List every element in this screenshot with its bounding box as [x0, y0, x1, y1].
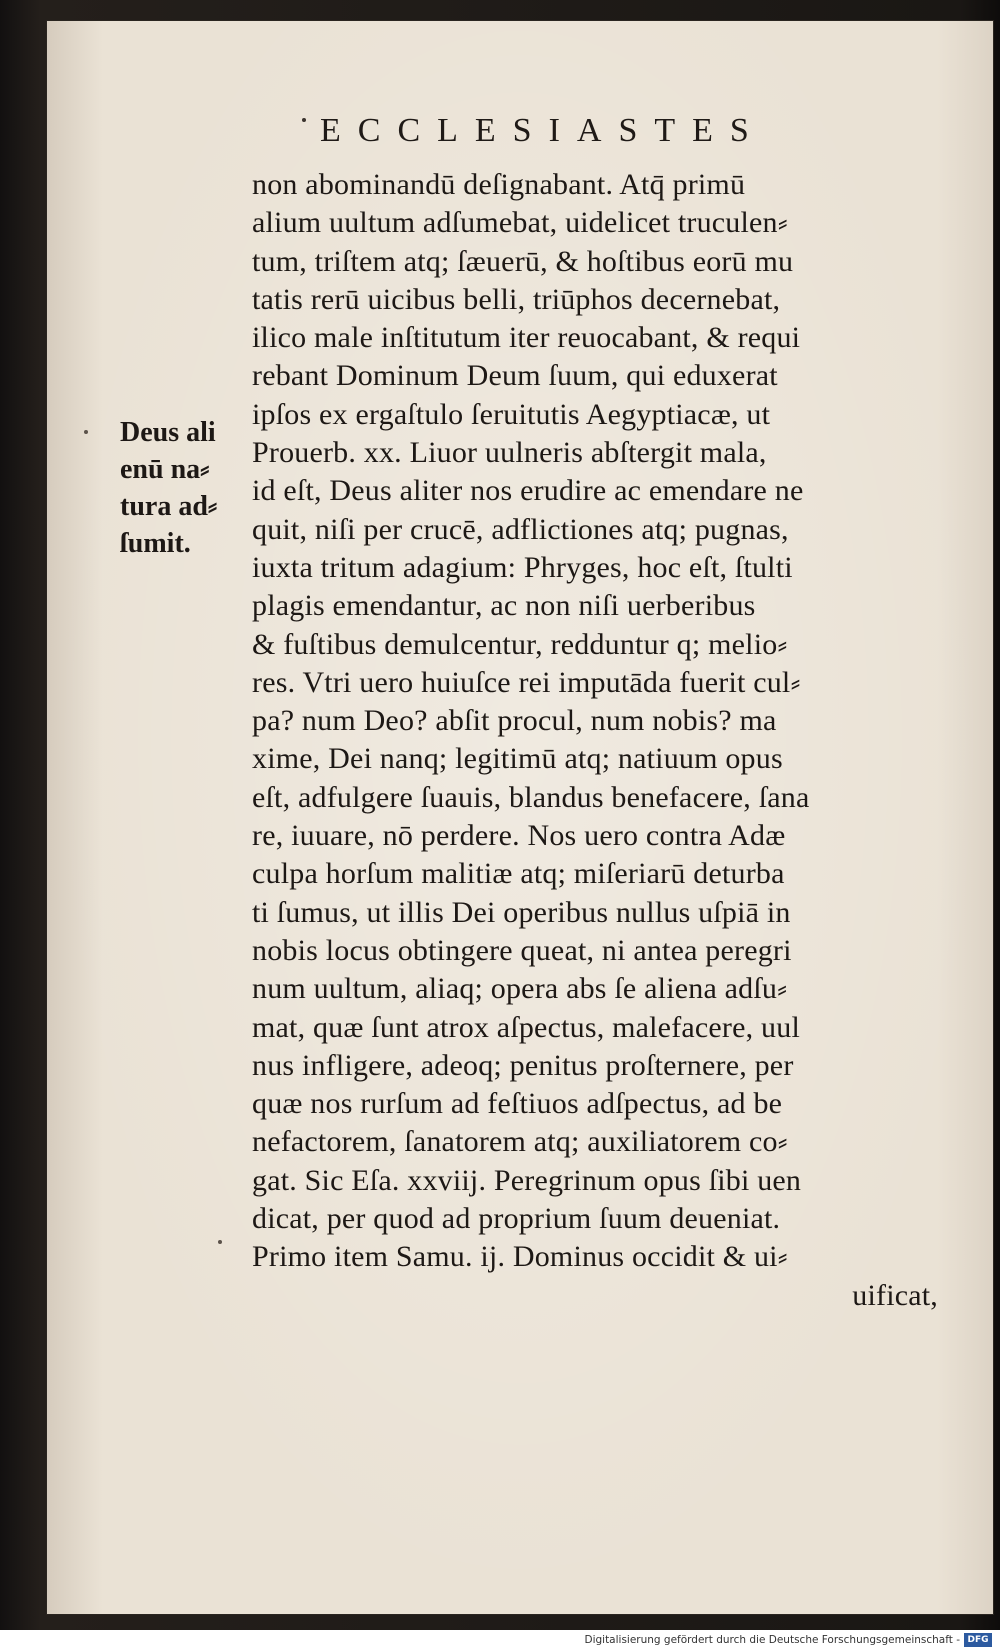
text-line: xime, Dei nanq; legitimū atq; natiuum opus: [252, 742, 783, 776]
text-line: pa? num Deo? abſit procul, num nobis? ma: [252, 704, 777, 738]
text-line: Prouerb. xx. Liuor uulneris abſtergit mala,: [252, 436, 767, 470]
text-line: Primo item Samu. ij. Dominus occidit & ui⸗: [252, 1240, 788, 1274]
margin-note-line: enū na⸗: [120, 454, 210, 485]
text-line: id eſt, Deus aliter nos erudire ac emendare ne: [252, 474, 804, 508]
running-head-dot: [302, 118, 306, 122]
text-line: mat, quæ ſunt atrox aſpectus, malefacere, uul: [252, 1010, 800, 1044]
text-line: ti ſumus, ut illis Dei operibus nullus uſpiā in: [252, 895, 791, 929]
margin-note-line: Deus ali: [120, 417, 216, 448]
running-head: ECCLESIASTES: [320, 112, 766, 149]
text-line: tatis rerū uicibus belli, triūphos decernebat,: [252, 282, 781, 316]
text-line: nobis locus obtingere queat, ni antea peregri: [252, 933, 792, 967]
paper-speck: [218, 1240, 222, 1244]
text-line: & fuſtibus demulcentur, redduntur q; melio⸗: [252, 627, 788, 661]
text-line: num uultum, aliaq; opera abs ſe aliena adſu⸗: [252, 972, 788, 1006]
text-line: iuxta tritum adagium: Phryges, hoc eſt, ſtulti: [252, 550, 793, 584]
catchword: uificat,: [852, 1278, 938, 1312]
margin-note-line: tura ad⸗: [120, 491, 218, 522]
text-line: tum, triſtem atq; ſæuerū, & hoſtibus eorū mu: [252, 244, 794, 278]
text-line: gat. Sic Eſa. xxviij. Peregrinum opus ſibi uen: [252, 1163, 802, 1197]
text-line: res. Vtri uero huiuſce rei imputāda fuerit cul⸗: [252, 665, 801, 699]
margin-note: [120, 414, 250, 562]
text-line: alium uultum adſumebat, uidelicet truculen⸗: [252, 206, 788, 240]
text-line: rebant Dominum Deum ſuum, qui eduxerat: [252, 359, 778, 393]
dfg-logo-icon: DFG: [964, 1633, 992, 1647]
text-line: dicat, per quod ad proprium ſuum deueniat.: [252, 1202, 781, 1236]
text-line: re, iuuare, nō perdere. Nos uero contra Adæ: [252, 819, 786, 853]
paper-speck: [84, 430, 88, 434]
text-line: quæ nos rurſum ad feſtiuos adſpectus, ad be: [252, 1087, 783, 1121]
margin-note-line: ſumit.: [120, 528, 191, 559]
text-line: ilico male inſtitutum iter reuocabant, & requi: [252, 321, 801, 355]
text-line: nus infligere, adeoq; penitus proſternere, per: [252, 1048, 794, 1082]
body-text: [252, 166, 942, 1315]
text-line: non abominandū deſignabant. Atq̄ primū: [252, 168, 746, 201]
text-line: culpa horſum malitiæ atq; miſeriarū deturba: [252, 857, 785, 891]
text-line: eſt, adfulgere ſuauis, blandus benefacere, ſana: [252, 780, 810, 814]
digitization-credit: Digitalisierung gefördert durch die Deutsche Forschungsgemeinschaft -: [584, 1634, 960, 1646]
text-line: ipſos ex ergaſtulo ſeruitutis Aegyptiacæ, ut: [252, 397, 771, 431]
text-line: quit, niſi per crucē, adflictiones atq; pugnas,: [252, 512, 789, 546]
text-line: plagis emendantur, ac non niſi uerberibus: [252, 589, 756, 623]
text-line: nefactorem, ſanatorem atq; auxiliatorem co⸗: [252, 1125, 788, 1159]
